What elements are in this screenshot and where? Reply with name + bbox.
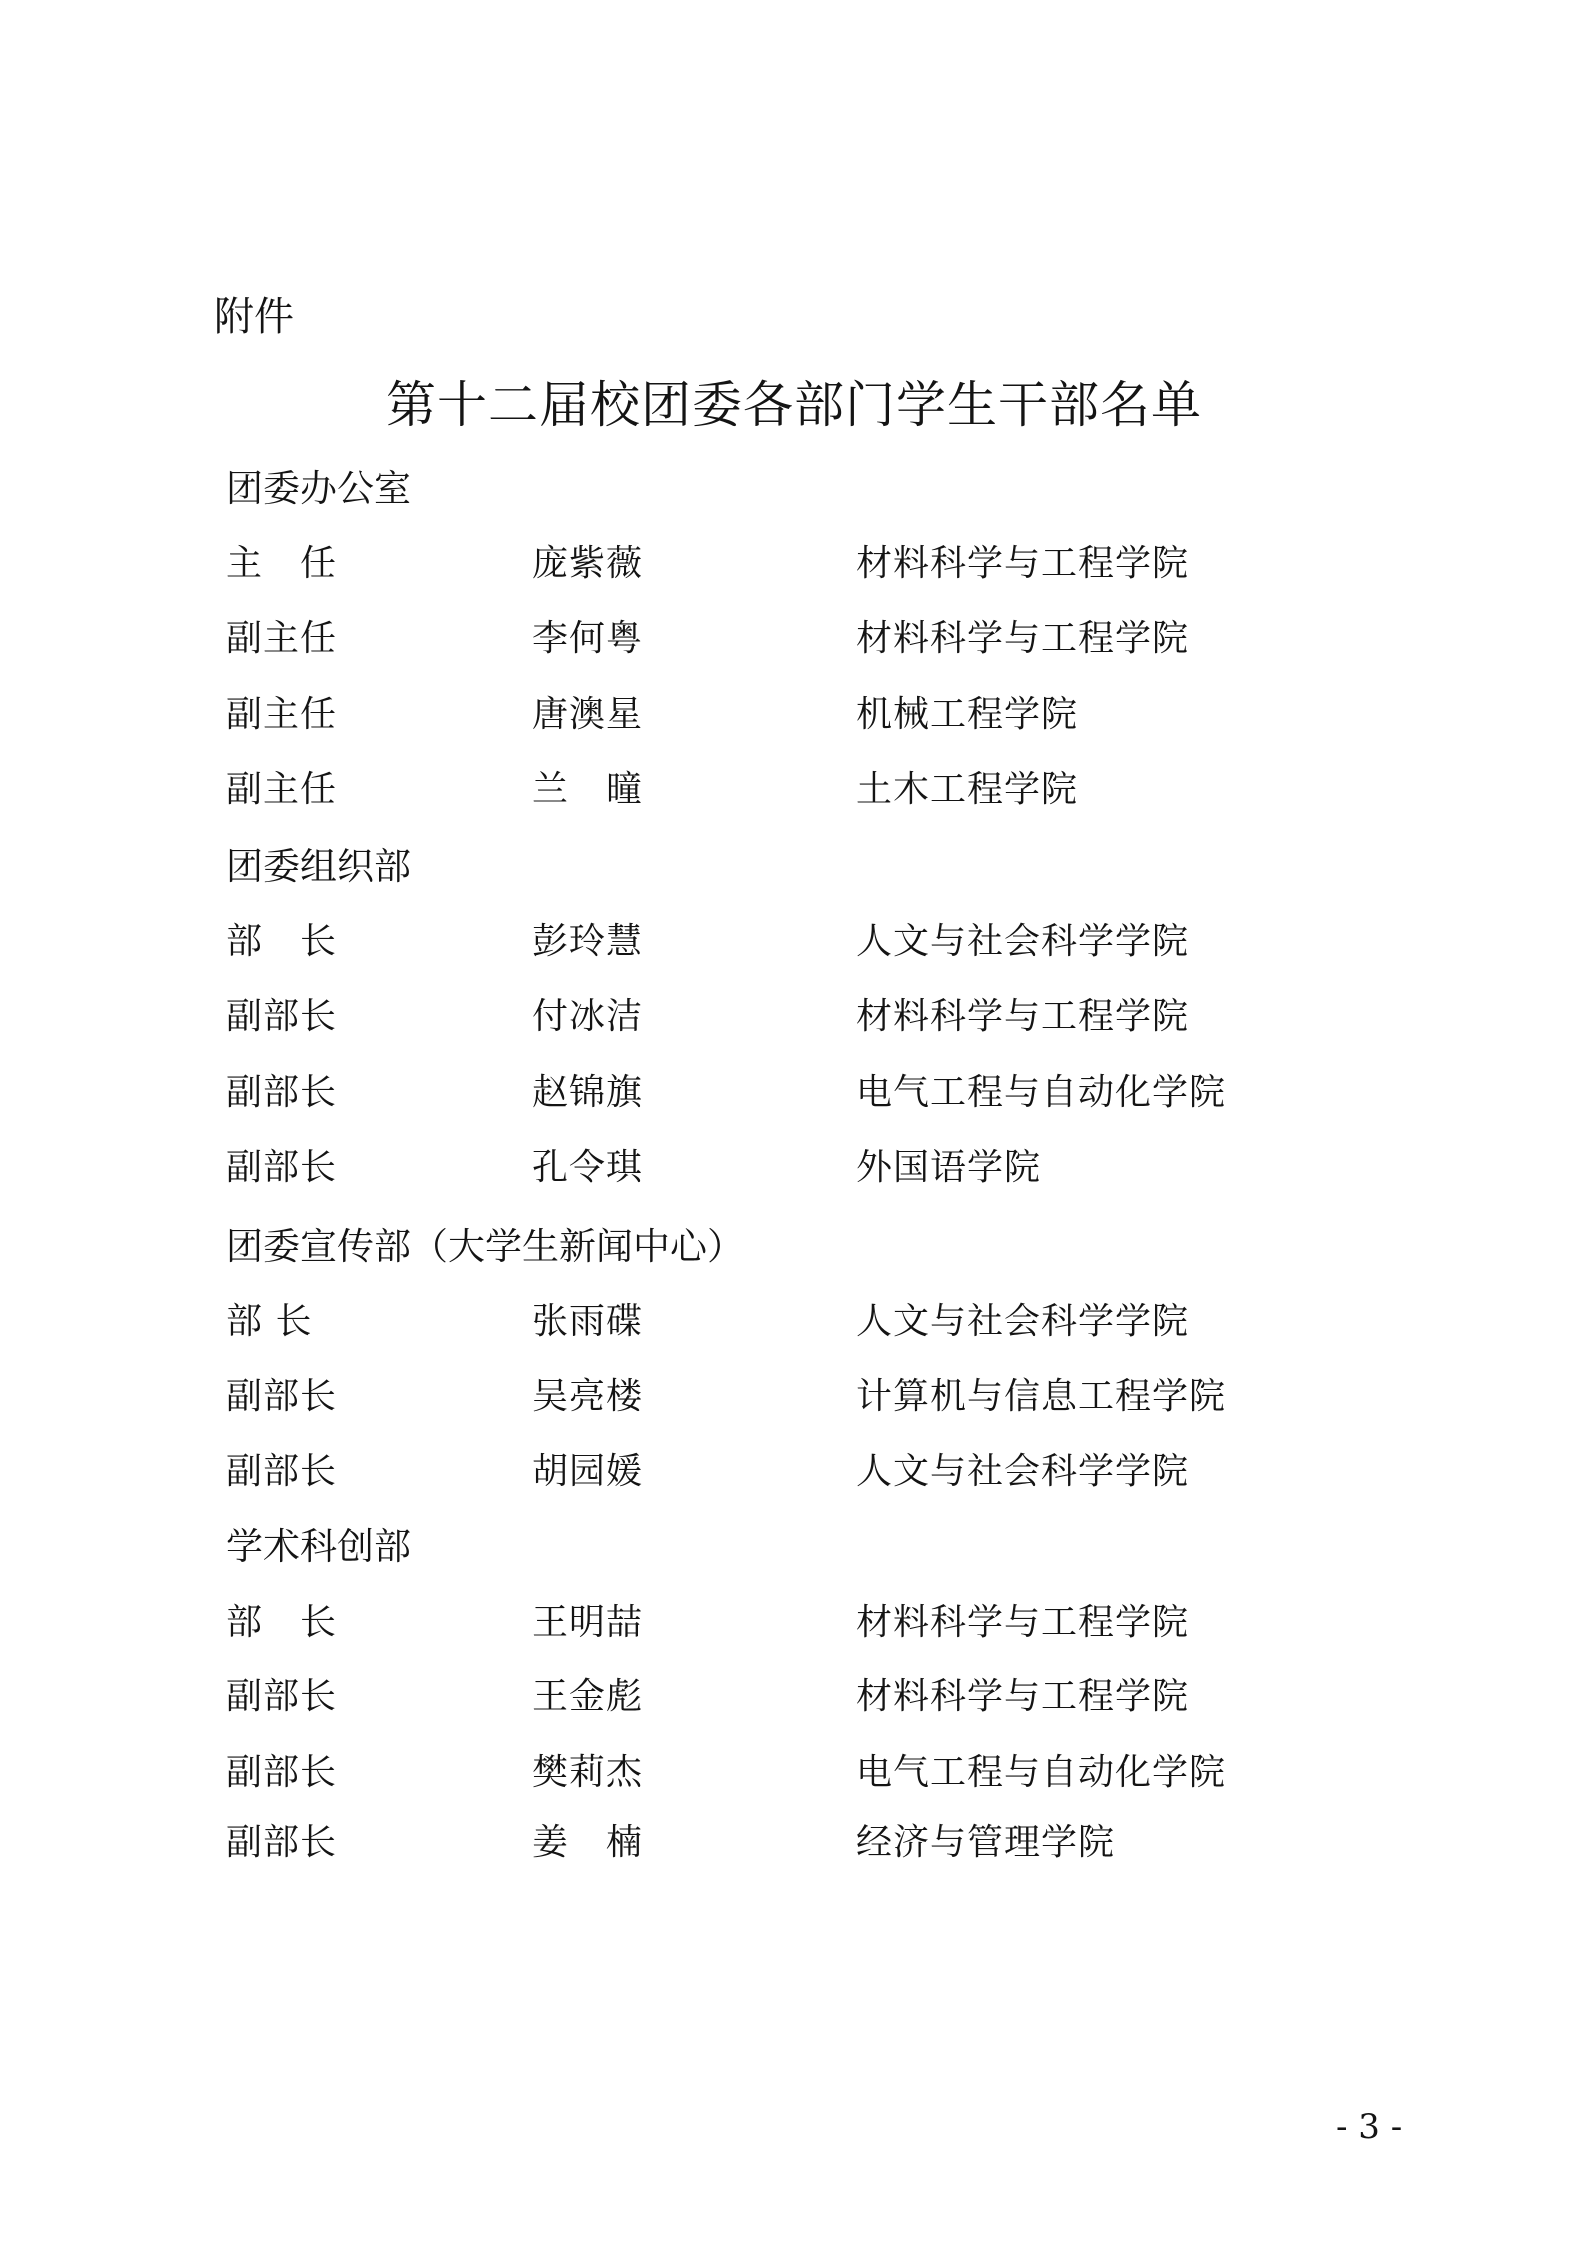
member-role: 副部长 — [226, 1147, 338, 1188]
member-college: 人文与社会科学学院 — [856, 1451, 1190, 1492]
member-name: 庞紫薇 — [532, 543, 644, 584]
member-name: 胡园媛 — [532, 1451, 644, 1492]
member-name: 樊莉杰 — [532, 1752, 644, 1793]
member-college: 经济与管理学院 — [856, 1822, 1116, 1863]
member-row — [0, 1670, 1588, 1724]
member-college: 人文与社会科学学院 — [856, 1301, 1190, 1342]
member-name: 王明喆 — [532, 1602, 644, 1643]
member-row — [0, 1596, 1588, 1650]
member-name: 兰 曈 — [532, 769, 644, 810]
member-role: 副部长 — [226, 1676, 338, 1717]
document-title: 第十二届校团委各部门学生干部名单 — [386, 376, 1202, 434]
department-heading: 团委组织部 — [226, 845, 411, 888]
member-college: 电气工程与自动化学院 — [856, 1752, 1227, 1793]
member-college: 机械工程学院 — [856, 694, 1079, 735]
member-name: 赵锦旗 — [532, 1072, 644, 1113]
member-row — [0, 915, 1588, 969]
member-role: 副部长 — [226, 1451, 338, 1492]
member-name: 付冰洁 — [532, 996, 644, 1037]
member-role: 副主任 — [226, 618, 338, 659]
member-row — [0, 763, 1588, 817]
member-name: 王金彪 — [532, 1676, 644, 1717]
member-role: 副主任 — [226, 694, 338, 735]
department-heading: 团委宣传部（大学生新闻中心） — [226, 1225, 744, 1268]
member-college: 人文与社会科学学院 — [856, 921, 1190, 962]
member-row — [0, 537, 1588, 591]
member-role: 主 任 — [226, 543, 338, 584]
department-heading: 学术科创部 — [226, 1525, 411, 1568]
member-role: 部 长 — [226, 921, 338, 962]
member-role: 副部长 — [226, 1822, 338, 1863]
member-row — [0, 1816, 1588, 1870]
member-row — [0, 1066, 1588, 1120]
member-name: 李何粤 — [532, 618, 644, 659]
member-row — [0, 1141, 1588, 1195]
member-name: 唐澳星 — [532, 694, 644, 735]
member-college: 计算机与信息工程学院 — [856, 1376, 1227, 1417]
member-college: 电气工程与自动化学院 — [856, 1072, 1227, 1113]
member-role: 副主任 — [226, 769, 338, 810]
member-college: 材料科学与工程学院 — [856, 996, 1190, 1037]
member-role: 副部长 — [226, 1376, 338, 1417]
member-role: 副部长 — [226, 996, 338, 1037]
member-college: 土木工程学院 — [856, 769, 1079, 810]
member-row — [0, 990, 1588, 1044]
member-role: 副部长 — [226, 1752, 338, 1793]
member-name: 张雨碟 — [532, 1301, 644, 1342]
member-name: 彭玲慧 — [532, 921, 644, 962]
member-row — [0, 1295, 1588, 1349]
attachment-label: 附件 — [214, 294, 294, 340]
member-row — [0, 1746, 1588, 1800]
member-row — [0, 1445, 1588, 1499]
member-name: 孔令琪 — [532, 1147, 644, 1188]
member-row — [0, 1370, 1588, 1424]
member-name: 姜 楠 — [532, 1822, 644, 1863]
member-college: 材料科学与工程学院 — [856, 543, 1190, 584]
member-college: 材料科学与工程学院 — [856, 618, 1190, 659]
member-role: 部 长 — [226, 1301, 313, 1342]
department-heading: 团委办公室 — [226, 467, 411, 510]
page-number: - 3 - — [1336, 2107, 1403, 2147]
member-row — [0, 612, 1588, 666]
member-role: 副部长 — [226, 1072, 338, 1113]
member-name: 吴亮楼 — [532, 1376, 644, 1417]
member-role: 部 长 — [226, 1602, 338, 1643]
member-college: 材料科学与工程学院 — [856, 1602, 1190, 1643]
member-college: 材料科学与工程学院 — [856, 1676, 1190, 1717]
member-row — [0, 688, 1588, 742]
member-college: 外国语学院 — [856, 1147, 1042, 1188]
